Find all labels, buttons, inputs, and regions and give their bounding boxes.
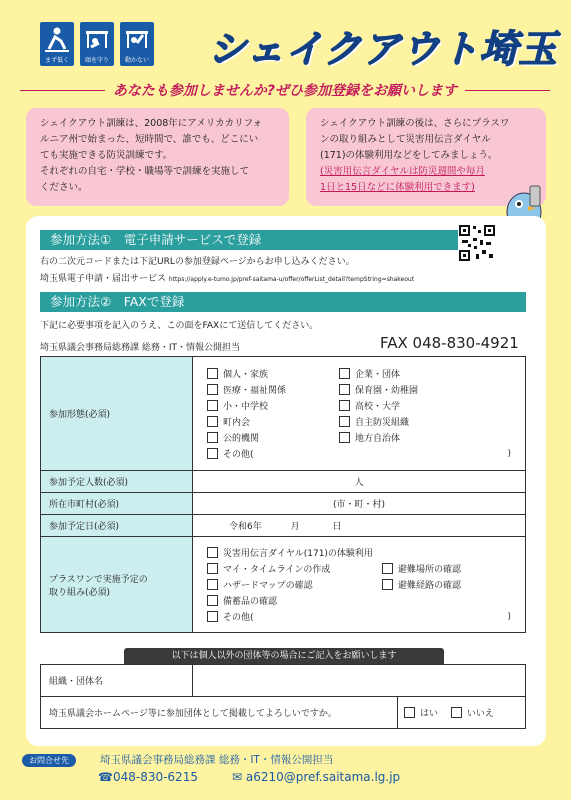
plus-one-options [193, 537, 526, 633]
plus-option[interactable]: 避難場所の確認 [382, 561, 461, 577]
plus-one-label: プラスワンで実施予定の 取り組み(必須) [41, 537, 193, 633]
method1-bar: 参加方法① 電子申請サービスで登録 [40, 230, 460, 250]
fax-number: FAX 048-830-4921 [380, 334, 519, 352]
dial-note: (災害用伝言ダイヤルは防災週間や毎月 [320, 166, 485, 177]
checkbox[interactable] [404, 707, 415, 718]
subtitle: あなたも参加しませんか?ぜひ参加登録をお願いします [112, 83, 458, 99]
type-option[interactable]: 自主防災組織 [339, 414, 418, 430]
intro-box-left: シェイクアウト訓練は、2008年にアメリカカリフォ ルニア州で始まった、短時間で、誰でも、どこにい ても実施できる防災訓練です。 それぞれの自宅・学校・職場等で訓練を実施して ください。 [26, 108, 289, 206]
qr-code-icon[interactable] [458, 224, 496, 262]
date-field[interactable]: 令和6年 月 日 [193, 515, 526, 537]
plus-option[interactable]: マイ・タイムラインの作成 [207, 561, 382, 577]
registration-url[interactable]: https://apply.e-tumo.jp/pref-saitama-u/offer/offerList_detail?tempString=shakeout [168, 276, 415, 283]
method2-instruction: 下記に必要事項を記入のうえ、この面をFAXにて送信してください。 [40, 321, 319, 331]
plus-option[interactable]: 災害用伝言ダイヤル(171)の体験利用 [207, 545, 511, 561]
type-option[interactable]: 町内会 [207, 414, 339, 430]
count-field[interactable]: 人 [193, 471, 526, 493]
fax-department: 埼玉県議会事務局総務課 総務・IT・情報公開担当 [40, 343, 241, 353]
publish-table [40, 696, 526, 729]
method2-bar: 参加方法② FAXで登録 [40, 292, 526, 312]
checkbox[interactable] [207, 579, 218, 590]
publish-no[interactable]: いいえ [451, 704, 494, 720]
hold-on-icon: 動かない [120, 22, 154, 66]
checkbox[interactable] [382, 579, 393, 590]
org-name-field[interactable] [193, 665, 526, 697]
shakeout-icons [40, 22, 154, 66]
dial-note-2: 1日と15日などに体験利用できます) [320, 182, 475, 193]
checkbox[interactable] [207, 432, 218, 443]
checkbox[interactable] [339, 400, 350, 411]
type-option[interactable]: 高校・大学 [339, 398, 418, 414]
subtitle-rule-right [465, 90, 550, 91]
subtitle-rule-left [20, 90, 105, 91]
checkbox[interactable] [207, 384, 218, 395]
checkbox[interactable] [207, 611, 218, 622]
plus-option[interactable]: ハザードマップの確認 [207, 577, 382, 593]
method1-service: 埼玉県電子申請・届出サービス https://apply.e-tumo.jp/pref-saitama-u/offer/offerList_detail?tempString=shakeout [40, 274, 415, 284]
method1-instruction: 右の二次元コードまたは下記URLの参加登録ページからお申し込みください。 [40, 257, 355, 267]
checkbox[interactable] [339, 416, 350, 427]
checkbox[interactable] [339, 432, 350, 443]
plus-option-other[interactable]: その他( ) [207, 609, 511, 625]
drop-icon: まず低く [40, 22, 74, 66]
city-label: 所在市町村(必須) [41, 493, 193, 515]
type-option[interactable]: 個人・家族 [207, 366, 339, 382]
city-field[interactable]: (市・町・村) [193, 493, 526, 515]
publish-question: 埼玉県議会ホームページ等に参加団体として掲載してよろしいですか。 [41, 697, 398, 729]
count-label: 参加予定人数(必須) [41, 471, 193, 493]
type-option[interactable]: 保育園・幼稚園 [339, 382, 418, 398]
type-option[interactable]: 小・中学校 [207, 398, 339, 414]
type-option[interactable]: 地方自治体 [339, 430, 418, 446]
checkbox[interactable] [207, 400, 218, 411]
type-option[interactable]: 公的機関 [207, 430, 339, 446]
contact-phone[interactable]: ☎048-830-6215 [98, 770, 198, 784]
checkbox[interactable] [207, 547, 218, 558]
checkbox[interactable] [339, 368, 350, 379]
plus-option[interactable]: 備蓄品の確認 [207, 593, 511, 609]
checkbox[interactable] [382, 563, 393, 574]
intro-box-right: シェイクアウト訓練の後は、さらにプラスワ ンの取り組みとして災害用伝言ダイヤル (171)の体験利用などをしてみましょう。 (災害用伝言ダイヤルは防災週間や毎月 1日と15日などに体験利用できます) [306, 108, 546, 206]
checkbox[interactable] [207, 368, 218, 379]
checkbox[interactable] [339, 384, 350, 395]
contact-department: 埼玉県議会事務局総務課 総務・IT・情報公開担当 [100, 754, 334, 766]
type-option-other[interactable]: その他( ) [207, 446, 511, 462]
contact-email[interactable]: ✉ a6210@pref.saitama.lg.jp [232, 770, 401, 784]
org-name-label: 組織・団体名 [41, 665, 193, 697]
publish-options [398, 697, 526, 729]
date-label: 参加予定日(必須) [41, 515, 193, 537]
checkbox[interactable] [451, 707, 462, 718]
plus-option[interactable]: 避難経路の確認 [382, 577, 461, 593]
registration-form [40, 356, 526, 633]
type-label: 参加形態(必須) [41, 357, 193, 471]
checkbox[interactable] [207, 416, 218, 427]
checkbox[interactable] [207, 448, 218, 459]
checkbox[interactable] [207, 595, 218, 606]
phone-icon: ☎ [98, 770, 113, 784]
mail-icon: ✉ [232, 770, 246, 784]
checkbox[interactable] [207, 563, 218, 574]
contact-badge: お問合せ先 [22, 754, 76, 767]
org-table [40, 664, 526, 697]
type-option[interactable]: 企業・団体 [339, 366, 418, 382]
cover-icon: 頭を守り [80, 22, 114, 66]
type-options [193, 357, 526, 471]
type-option[interactable]: 医療・福祉関係 [207, 382, 339, 398]
org-section-heading: 以下は個人以外の団体等の場合にご記入をお願いします [124, 648, 444, 664]
main-title: シェイクアウト埼玉 [208, 27, 558, 71]
subtitle-row [20, 80, 550, 100]
publish-yes[interactable]: はい [404, 704, 438, 720]
